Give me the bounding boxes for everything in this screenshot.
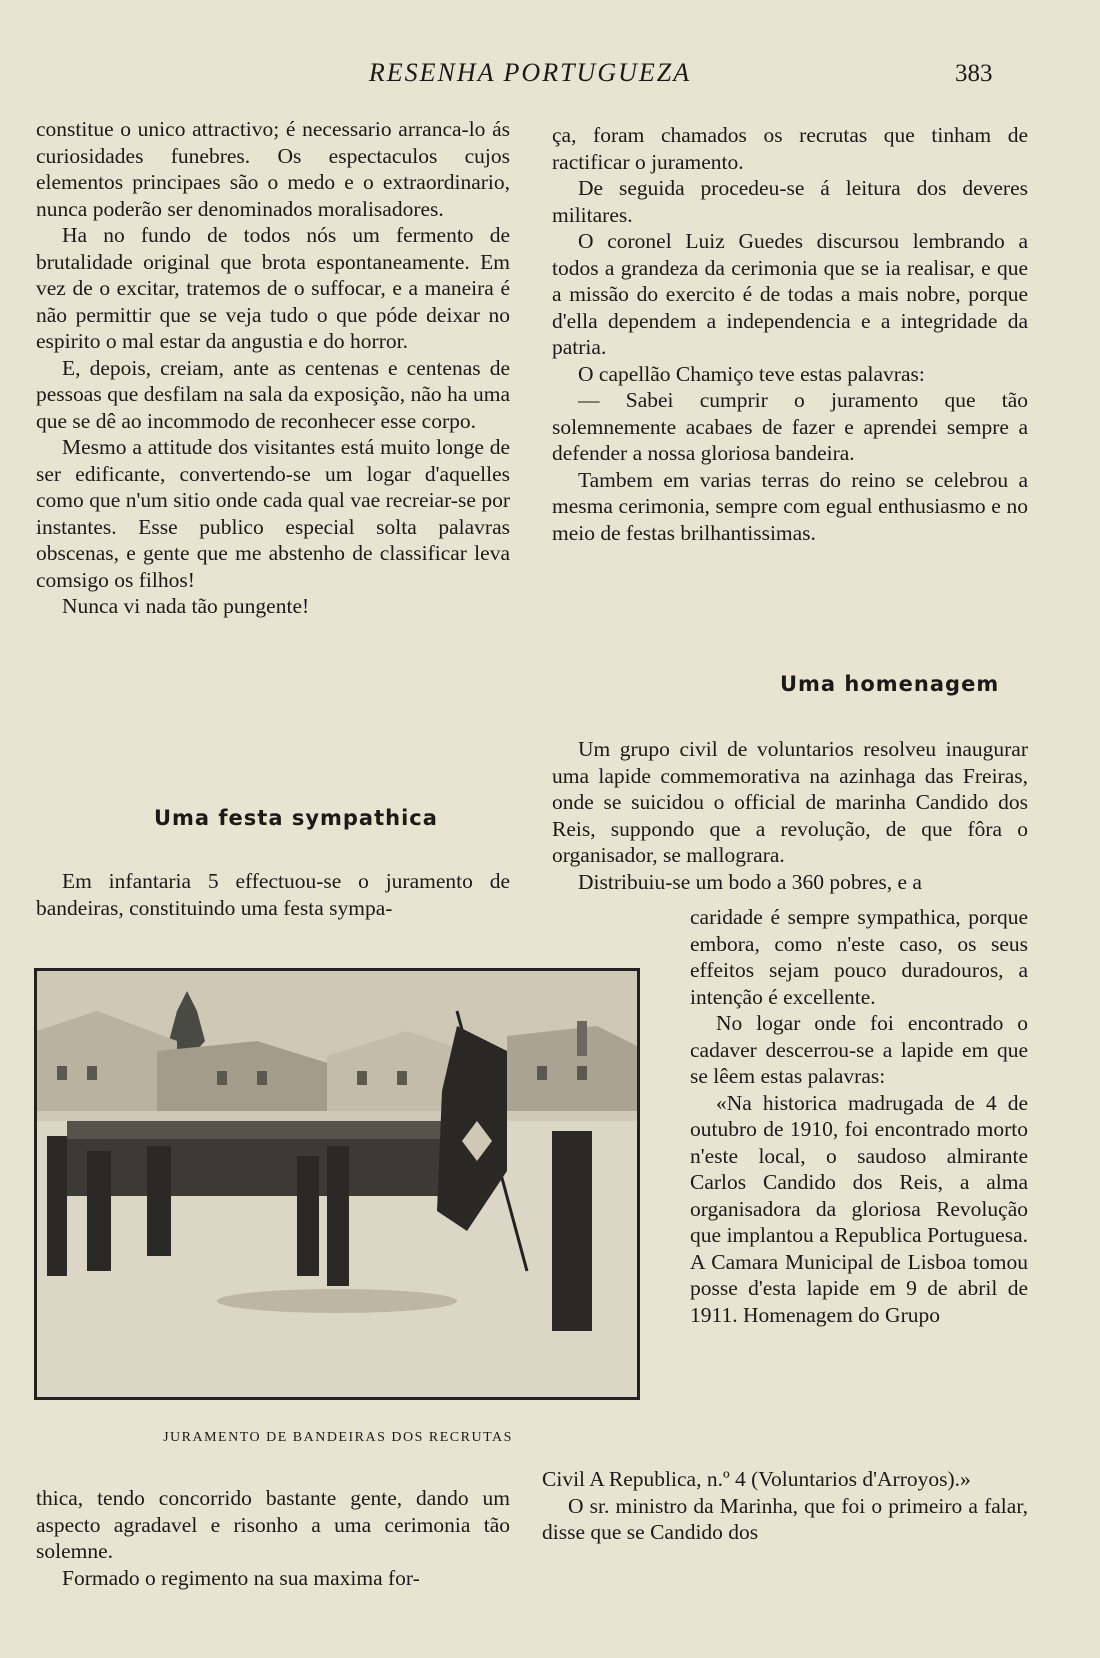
right-column-narrow-text <box>690 904 1028 1328</box>
right-column-top-text <box>552 122 1028 546</box>
paragraph: Formado o regimento na sua maxima for- <box>62 1565 420 1590</box>
right-column-bottom-text <box>542 1466 1028 1546</box>
paragraph: E, depois, creiam, ante as centenas e centenas de pessoas que desfilam na sala da exposição, não ha uma que se dê ao incommodo de reconhecer esse corpo. <box>36 355 510 433</box>
paragraph: Nunca vi nada tão pungente! <box>62 594 310 618</box>
section-heading-homenagem: Uma homenagem <box>780 672 1000 696</box>
paragraph: De seguida procedeu-se á leitura dos deveres militares. <box>552 176 1028 227</box>
photograph-image <box>37 971 637 1397</box>
paragraph: Mesmo a attitude dos visitantes está muito longe de ser edificante, convertendo-se um logar d'aquelles como que n'um sitio onde cada qual vae recreiar-se por instantes. Esse publico especial solta palavras obscenas, e gente que me abstenho de classificar leva comsigo os filhos! <box>36 435 510 592</box>
paragraph: «Na historica madrugada de 4 de outubro de 1910, foi encontrado morto n'este local, o saudoso almirante Carlos Candido dos Reis, a alma organisadora da gloriosa Revolução que implantou a Republica Portuguesa. A Camara Municipal de Lisboa tomou posse d'esta lapide em 9 de abril de 1911. Homenagem do Grupo <box>690 1090 1028 1327</box>
paragraph: caridade é sempre sympathica, porque embora, como n'este caso, os seus effeitos sejam pouco duradouros, a intenção é excellente. <box>690 905 1028 1009</box>
left-column-top-text <box>36 116 510 620</box>
paragraph: O coronel Luiz Guedes discursou lembrando a todos a grandeza da cerimonia que se ia realisar, e que a missão do exercito é de todas a mais nobre, porque d'ella dependem a independencia e a integridade da patria. <box>552 229 1028 359</box>
paragraph: O capellão Chamiço teve estas palavras: <box>578 361 925 386</box>
paragraph: ça, foram chamados os recrutas que tinham de ractificar o juramento. <box>552 123 1028 174</box>
photograph-flag-ceremony <box>34 968 640 1400</box>
paragraph: Em infantaria 5 effectuou-se o juramento de bandeiras, constituindo uma festa sympa- <box>36 869 510 920</box>
paragraph: O sr. ministro da Marinha, que foi o primeiro a falar, disse que se Candido dos <box>542 1493 1028 1544</box>
paragraph: — Sabei cumprir o juramento que tão solemnemente acabaes de fazer e aprendei sempre a defender a nossa gloriosa bandeira. <box>552 388 1028 465</box>
page-number: 383 <box>955 60 993 87</box>
paragraph: Tambem em varias terras do reino se celebrou a mesma cerimonia, sempre com egual enthusiasmo e no meio de festas brilhantissimas. <box>552 467 1028 545</box>
left-column-mid-text <box>36 868 510 921</box>
photo-caption: JURAMENTO DE BANDEIRAS DOS RECRUTAS <box>163 1430 513 1445</box>
paragraph: thica, tendo concorrido bastante gente, dando um aspecto agradavel e risonho a uma cerimonia tão solemne. <box>36 1486 510 1563</box>
paragraph: No logar onde foi encontrado o cadaver descerrou-se a lapide em que se lêem estas palavras: <box>690 1011 1028 1088</box>
paragraph: constitue o unico attractivo; é necessario arranca-lo ás curiosidades funebres. Os espectaculos cujos elementos principaes são o medo e o extraordinario, nunca poderão ser denominados moralisadores. <box>36 117 510 221</box>
section-heading-festa: Uma festa sympathica <box>154 806 438 830</box>
right-column-mid-text <box>552 736 1028 895</box>
paragraph: Civil A Republica, n.º 4 (Voluntarios d'Arroyos).» <box>542 1467 971 1491</box>
left-column-bottom-text <box>36 1485 510 1591</box>
running-header-title: RESENHA PORTUGUEZA <box>368 58 692 87</box>
paragraph: Um grupo civil de voluntarios resolveu inaugurar uma lapide commemorativa na azinhaga das Freiras, onde se suicidou o official de marinha Candido dos Reis, suppondo que a revolução, de que fôra o organisador, se mallograra. <box>552 737 1028 867</box>
paragraph: Distribuiu-se um bodo a 360 pobres, e a <box>578 869 922 894</box>
paragraph: Ha no fundo de todos nós um fermento de brutalidade original que brota espontaneamente. Em vez de o excitar, tratemos de o suffocar, e a maneira é não permittir que se veja tudo o que póde deixar no espirito o mal estar da angustia e do horror. <box>36 223 510 353</box>
